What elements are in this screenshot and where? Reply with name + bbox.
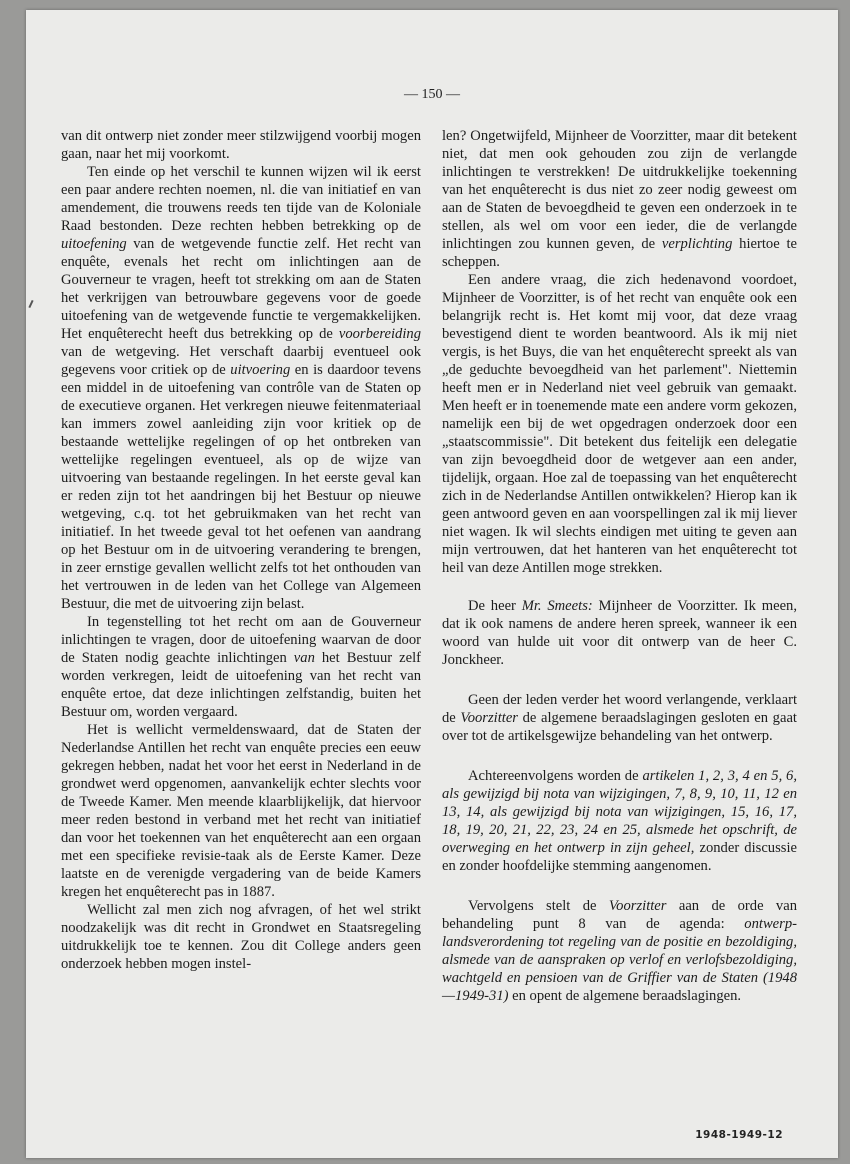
right-paragraph-1: len? Ongetwijfeld, Mijnheer de Voorzitter, maar dit betekent niet, dat men ook gehouden zou zijn de verlangde inlichtingen te verstrekken! De uitdrukkelijke toekenning van het enquêterecht is dus niet zo zeer nodig geweest om aan de Staten de bevoegdheid te geven een onderzoek in te stellen, als wel om voor een ieder, die de verlangde inlichtingen zou kunnen geven, de verplichting hiertoe te scheppen.	[442, 128, 797, 270]
left-paragraph-3: In tegenstelling tot het recht om aan de Gouverneur inlichtingen te vragen, door de uitoefening waarvan de door de Staten nodig geachte inlichtingen van het Bestuur zelf worden verkregen, leidt de uitoefening van het recht van enquête ertoe, dat deze inlichtingen zelfstandig, buiten het Bestuur om, worden vergaard.	[61, 614, 421, 720]
left-paragraph-5: Wellicht zal men zich nog afvragen, of het wel strikt noodzakelijk was dit recht in Grondwet en Staatsregeling uitdrukkelijk toe te kennen. Zou dit College anders geen onderzoek hebben mogen instel-	[61, 902, 421, 972]
document-code: 1948-1949-12	[695, 1129, 783, 1141]
right-column	[442, 127, 797, 1005]
left-column	[61, 127, 421, 973]
right-paragraph-artikelen: Achtereenvolgens worden de artikelen 1, 2, 3, 4 en 5, 6, als gewijzigd bij nota van wijzigingen, 7, 8, 9, 10, 11, 12 en 13, 14, als gewijzigd bij nota van wijzigingen, 15, 16, 17, 18, 19, 20, 21, 22, 23, 24 en 25, alsmede het opschrift, de overweging en het ontwerp in zijn geheel, zonder discussie en zonder hoofdelijke stemming aangenomen.	[442, 768, 797, 874]
right-paragraph-2: Een andere vraag, die zich hedenavond voordoet, Mijnheer de Voorzitter, is of het recht van enquête ook een belangrijk recht is. Het komt mij voor, dat deze vraag bevestigend dient te worden beantwoord. Als ik mij niet vergis, is het Buys, die van het enquêterecht spreekt als van „de geduchte bevoegdheid van het parlement". Niettemin heeft men er in Nederland niet veel gebruik van gemaakt. Men heeft er in toenemende mate een andere vorm gekozen, namelijk een bij de wet opgedragen onderzoek door een „staatscommissie". Dit betekent dus feitelijk een delegatie van zijn bevoegdheid door de wetgever aan een ander, tijdelijk, orgaan. Hoe zal de toepassing van het enquêterecht zich in de Nederlandse Antillen ontwikkelen? Hierop kan ik geen antwoord geven en aan voorspellingen zal ik mij liever niet wagen. Ik wil slechts eindigen met uiting te geven aan mijn vertrouwen, dat het hanteren van het enquêterecht tot heil van deze Antillen moge strekken.	[442, 272, 797, 576]
margin-mark	[28, 300, 33, 308]
left-paragraph-4: Het is wellicht vermeldenswaard, dat de Staten der Nederlandse Antillen het recht van enquête precies een eeuw gekregen hebben, nadat het voor het eerst in Nederland in de grondwet werd opgenomen, aanvankelijk echter slechts voor de Tweede Kamer. Men meende klaarblijkelijk, dat hiervoor meer reden bestond in verband met het recht van initiatief dan voor het toekennen van het enquêterecht aan een orgaan met een specifieke revisie-taak als de Eerste Kamer. Deze laatste en de verenigde vergadering van de beide Kamers kregen het enquêterecht pas in 1887.	[61, 722, 421, 900]
left-paragraph-2: Ten einde op het verschil te kunnen wijzen wil ik eerst een paar andere rechten noemen, nl. die van initiatief en van amendement, die trouwens reeds ten tijde van de Koloniale Raad bestonden. Deze rechten hebben betrekking op de uitoefening van de wetgevende functie zelf. Het recht van enquête, evenals het recht om inlichtingen aan de Gouverneur te vragen, heeft tot strekking om aan de Staten het verkrijgen van betrouwbare gegevens voor de goede uitoefening van de wetgevende functie te vergemakkelijken. Het enquêterecht heeft dus betrekking op de voorbereiding van de wetgeving. Het verschaft daarbij eventueel ook gegevens voor critiek op de uitvoering en is daardoor tevens een middel in de uitoefening van contrôle van de Staten op de executieve organen. Het verkregen nieuwe feitenmateriaal kan immers zowel aanleiding zijn voor kritiek op de bestaande wettelijke regelingen of op het ontbreken van wettelijke regelingen eventueel, als op de wijze van uitvoering van bestaande regelingen. In het eerste geval kan er reden zijn tot het aandringen bij het Bestuur op nieuwe wetgeving, c.q. tot het gebruikmaken van het recht van initiatief. In het tweede geval tot het oefenen van aandrang op het Bestuur om in de uitvoering verandering te brengen, in zeer ernstige gevallen wellicht zelfs tot het onthouden van het vertrouwen in de leden van het College van Algemeen Bestuur, die met de uitvoering zijn belast.	[61, 164, 421, 612]
right-paragraph-voorzitter: Geen der leden verder het woord verlangende, verklaart de Voorzitter de algemene beraadslagingen gesloten en gaat over tot de artikelsgewijze behandeling van het ontwerp.	[442, 692, 797, 744]
right-paragraph-smeets: De heer Mr. Smeets: Mijnheer de Voorzitter. Ik meen, dat ik ook namens de andere heren spreek, wanneer ik een woord van hulde uit voor dit ontwerp van de heer C. Jonckheer.	[442, 598, 798, 668]
document-page	[26, 10, 838, 1158]
left-paragraph-1: van dit ontwerp niet zonder meer stilzwijgend voorbij mogen gaan, naar het mij voorkomt.	[61, 128, 421, 162]
page-number: — 150 —	[404, 87, 460, 102]
right-paragraph-agenda: Vervolgens stelt de Voorzitter aan de orde van behandeling punt 8 van de agenda: ontwerp-landsverordening tot regeling van de positie en bezoldiging, alsmede van de aanspraken op verlof en verlofsbezoldiging, wachtgeld en pensioen van de Griffier van de Staten (1948—1949-31) en opent de algemene beraadslagingen.	[442, 898, 798, 1004]
